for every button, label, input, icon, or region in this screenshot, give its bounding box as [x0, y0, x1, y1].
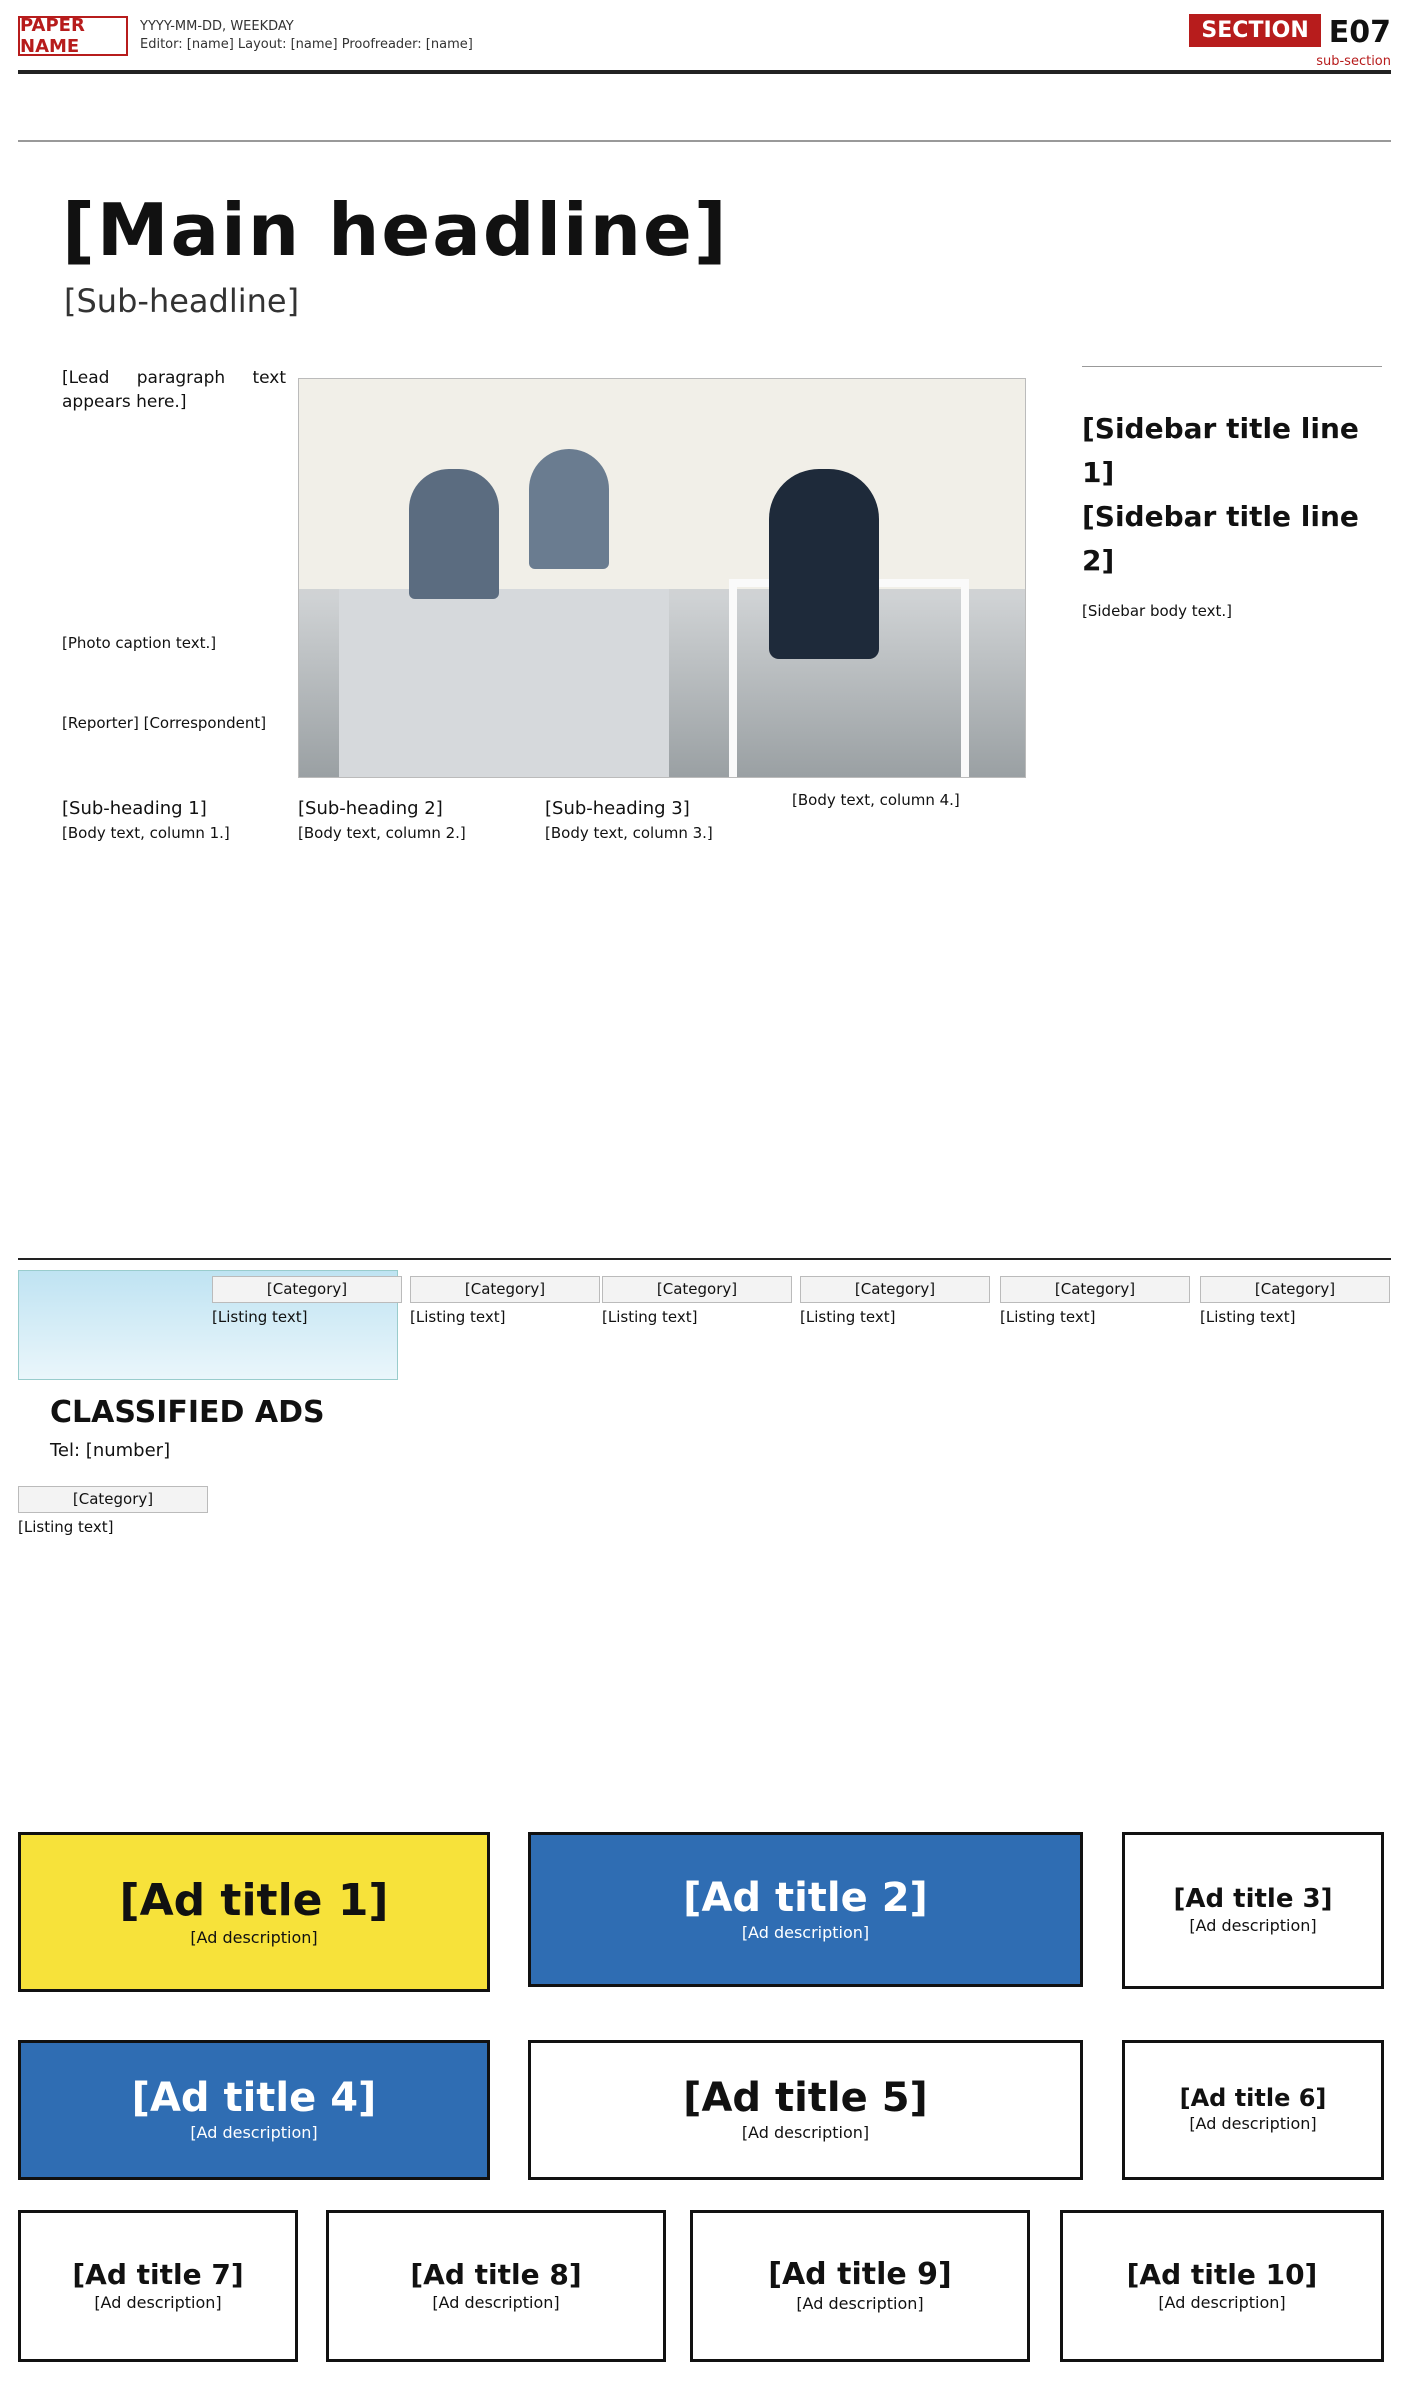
ad-description: [Ad description] — [1189, 2114, 1317, 2133]
display-ad — [1122, 1832, 1384, 1989]
classified-column — [1200, 1270, 1390, 1825]
ad-description: [Ad description] — [796, 2293, 924, 2313]
ad-description: [Ad description] — [741, 1922, 870, 1942]
classified-category: [Category] — [602, 1276, 792, 1303]
classified-column — [18, 1480, 208, 1825]
classified-category: [Category] — [1000, 1276, 1190, 1303]
lead-paragraph: [Lead paragraph text appears here.] — [62, 368, 286, 412]
classified-phone: Tel: [number] — [50, 1440, 171, 1461]
section-header — [1189, 14, 1391, 69]
column-2-text: [Body text, column 2.] — [298, 824, 466, 842]
display-ad — [18, 2210, 298, 2362]
subheading-3: [Sub-heading 3] — [545, 798, 690, 819]
ad-title: [Ad title 10] — [1126, 2257, 1318, 2291]
subheading-2: [Sub-heading 2] — [298, 798, 443, 819]
display-ad — [528, 2040, 1083, 2180]
subheading-1: [Sub-heading 1] — [62, 798, 207, 819]
column-3-text: [Body text, column 3.] — [545, 824, 713, 842]
ad-title: [Ad title 7] — [72, 2257, 244, 2291]
article-column-1 — [62, 790, 286, 1250]
classified-column — [410, 1270, 600, 1825]
classified-listing: [Listing text] — [1000, 1308, 1096, 1326]
sidebar-text: [Sidebar body text.] — [1082, 602, 1233, 620]
ad-description: [Ad description] — [1158, 2292, 1286, 2312]
display-ad — [18, 1832, 490, 1992]
column-4-text: [Body text, column 4.] — [792, 791, 960, 809]
ad-title: [Ad title 8] — [410, 2257, 582, 2291]
byline: [Reporter] [Correspondent] — [62, 714, 267, 732]
classified-category: [Category] — [800, 1276, 990, 1303]
ad-title: [Ad title 3] — [1173, 1883, 1333, 1914]
section-name: SECTION — [1189, 14, 1320, 47]
classified-category: [Category] — [410, 1276, 600, 1303]
column-1-text: [Body text, column 1.] — [62, 824, 230, 842]
classified-category: [Category] — [212, 1276, 402, 1303]
ad-description: [Ad description] — [190, 1927, 318, 1947]
ad-title: [Ad title 6] — [1179, 2084, 1327, 2112]
ad-title: [Ad title 9] — [768, 2256, 952, 2292]
subhead: [Sub-headline] — [64, 282, 300, 320]
photo-caption: [Photo caption text.] — [62, 634, 217, 652]
article-column-4 — [792, 790, 1024, 1250]
ad-description: [Ad description] — [432, 2292, 560, 2312]
article-column-3 — [545, 790, 777, 1250]
classified-banner: CLASSIFIED ADS — [50, 1395, 325, 1430]
masthead-logo: PAPER NAME — [18, 16, 128, 56]
display-ad — [1122, 2040, 1384, 2180]
section-sub: sub-section — [1316, 54, 1391, 69]
ad-title: [Ad title 1] — [119, 1874, 389, 1926]
news-photo — [298, 378, 1026, 778]
ad-description: [Ad description] — [1189, 1915, 1317, 1935]
headline: [Main headline] — [62, 188, 729, 272]
article-column-2 — [298, 790, 530, 1250]
ad-description: [Ad description] — [94, 2292, 222, 2312]
top-rule — [18, 140, 1391, 142]
ad-title: [Ad title 5] — [683, 2075, 928, 2121]
classified-listing: [Listing text] — [212, 1308, 308, 1326]
masthead-meta — [140, 18, 473, 54]
classified-column — [800, 1270, 990, 1825]
editor-line: Editor: [name] Layout: [name] Proofreader: [name] — [140, 37, 473, 52]
classified-category: [Category] — [1200, 1276, 1390, 1303]
classified-listing: [Listing text] — [1200, 1308, 1296, 1326]
display-ad — [326, 2210, 666, 2362]
classified-listing: [Listing text] — [18, 1518, 114, 1536]
classified-category: [Category] — [18, 1486, 208, 1513]
sidebar-title-2: [Sidebar title line 2] — [1082, 500, 1359, 577]
classified-column — [602, 1270, 792, 1825]
classified-listing: [Listing text] — [410, 1308, 506, 1326]
ad-description: [Ad description] — [741, 2123, 870, 2142]
ad-description: [Ad description] — [190, 2123, 318, 2142]
classified-column — [212, 1270, 402, 1825]
issue-date: YYYY-MM-DD, WEEKDAY — [140, 19, 294, 34]
page-number: E07 — [1328, 15, 1391, 50]
sidebar-title-1: [Sidebar title line 1] — [1082, 412, 1359, 489]
masthead-rule — [18, 70, 1391, 74]
classified-column — [1000, 1270, 1190, 1825]
classified-listing: [Listing text] — [602, 1308, 698, 1326]
classified-separator — [18, 1258, 1391, 1260]
ad-title: [Ad title 2] — [683, 1874, 928, 1921]
classified-listing: [Listing text] — [800, 1308, 896, 1326]
display-ad — [18, 2040, 490, 2180]
ad-title: [Ad title 4] — [131, 2075, 377, 2121]
display-ad — [1060, 2210, 1384, 2362]
display-ad — [528, 1832, 1083, 1987]
display-ad — [690, 2210, 1030, 2362]
